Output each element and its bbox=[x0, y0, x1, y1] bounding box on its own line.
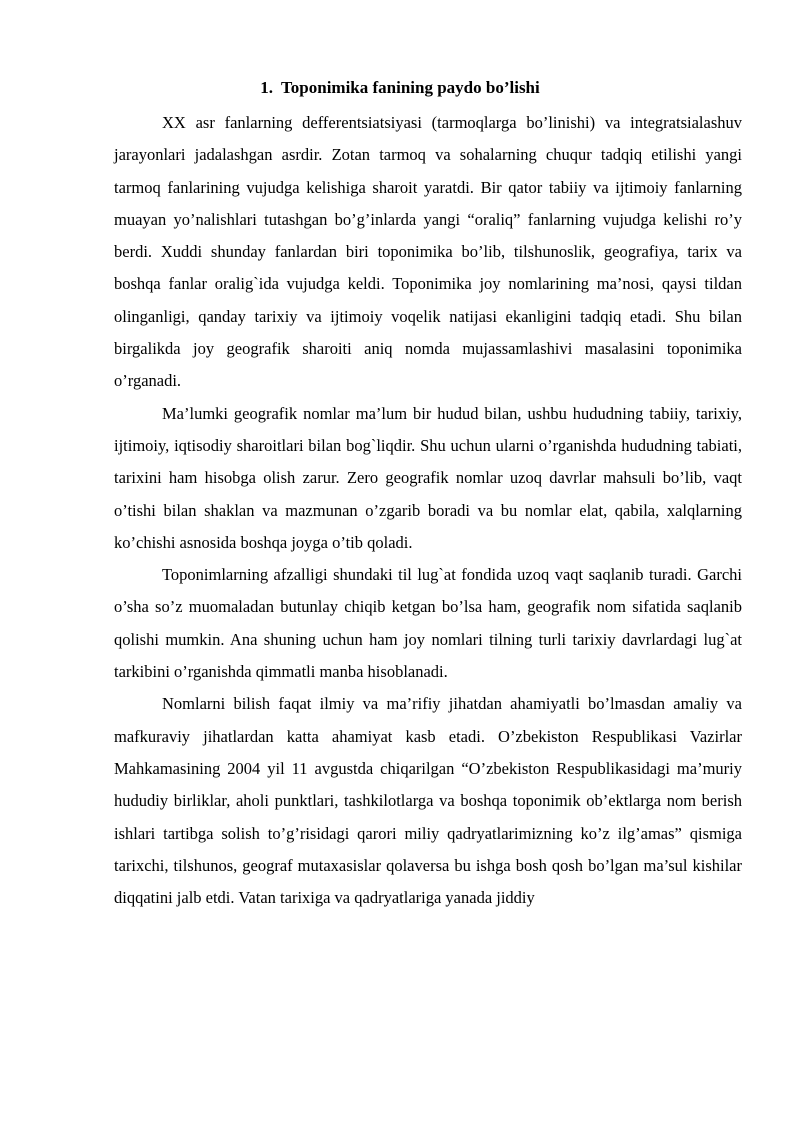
section-number: 1. bbox=[260, 78, 273, 97]
paragraph-2: Ma’lumki geografik nomlar ma’lum bir hudud bilan, ushbu hududning tabiiy, tarixiy, ijtimoiy, iqtisodiy sharoitlari bilan bog`liqdir. Shu uchun ularni o’rganishda hududning tabiati, tarixini ham hisobga olish zarur. Zero geografik nomlar uzoq davrlar mahsuli bo’lib, vaqt o’tishi bilan shaklan va mazmunan o’zgarib boradi va bu nomlar elat, qabila, xalqlarning ko’chishi asnosida boshqa joyga o’tib qoladi. bbox=[114, 403, 742, 552]
paragraph-1: XX asr fanlarning defferentsiatsiyasi (tarmoqlarga bo’linishi) va integratsialashuv jarayonlari jadalashgan asrdir. Zotan tarmoq va sohalarning chuqur tadqiq etilishi yangi tarmoq fanlarining vujudga kelishiga sharoit yaratdi. Bir qator tabiiy va ijtimoiy fanlarning muayan yo’nalishlari tutashgan bo’g’inlarda yangi “oraliq” fanlarning vujudga kelishi ro’y berdi. Xuddi shunday fanlardan biri toponimika bo’lib, tilshunoslik, geografiya, tarix va boshqa fanlar oralig`ida vujudga keldi. Toponimika joy nomlarining ma’nosi, qaysi tildan olinganligi, qanday tarixiy va ijtimoiy voqelik natijasi ekanligini tadqiq etadi. Shu bilan birgalikda joy geografik sharoiti aniq nomda mujassamlashivi masalasini toponimika o’rganadi. bbox=[114, 113, 742, 391]
section-heading bbox=[0, 74, 800, 102]
body-text bbox=[114, 107, 742, 914]
section-title: Toponimika fanining paydo bo’lishi bbox=[281, 78, 540, 97]
paragraph-3: Toponimlarning afzalligi shundaki til lug`at fondida uzoq vaqt saqlanib turadi. Garchi o’sha so’z muomaladan butunlay chiqib ketgan bo’lsa ham, geografik nom sifatida saqlanib qolishi mumkin. Ana shuning uchun ham joy nomlari tilning turli tarixiy davrlardagi lug`at tarkibini o’rganishda qimmatli manba hisoblanadi. bbox=[114, 565, 742, 682]
paragraph-4: Nomlarni bilish faqat ilmiy va ma’rifiy jihatdan ahamiyatli bo’lmasdan amaliy va mafkuraviy jihatlardan katta ahamiyat kasb etadi. O’zbekiston Respublikasi Vazirlar Mahkamasining 2004 yil 11 avgustda chiqarilgan “O’zbekiston Respublikasidagi ma’muriy hududiy birliklar, aholi punktlari, tashkilotlarga va boshqa toponimik ob’ektlarga nom berish ishlari tartibga solish to’g’risidagi qarori miliy qadryatlarimizning ko’z ilg’amas” qismiga tarixchi, tilshunos, geograf mutaxasislar qolaversa bu ishga bosh qosh bo’lgan ma’sul kishilar diqqatini jalb etdi. Vatan tarixiga va qadryatlariga yanada jiddiy bbox=[114, 694, 742, 908]
